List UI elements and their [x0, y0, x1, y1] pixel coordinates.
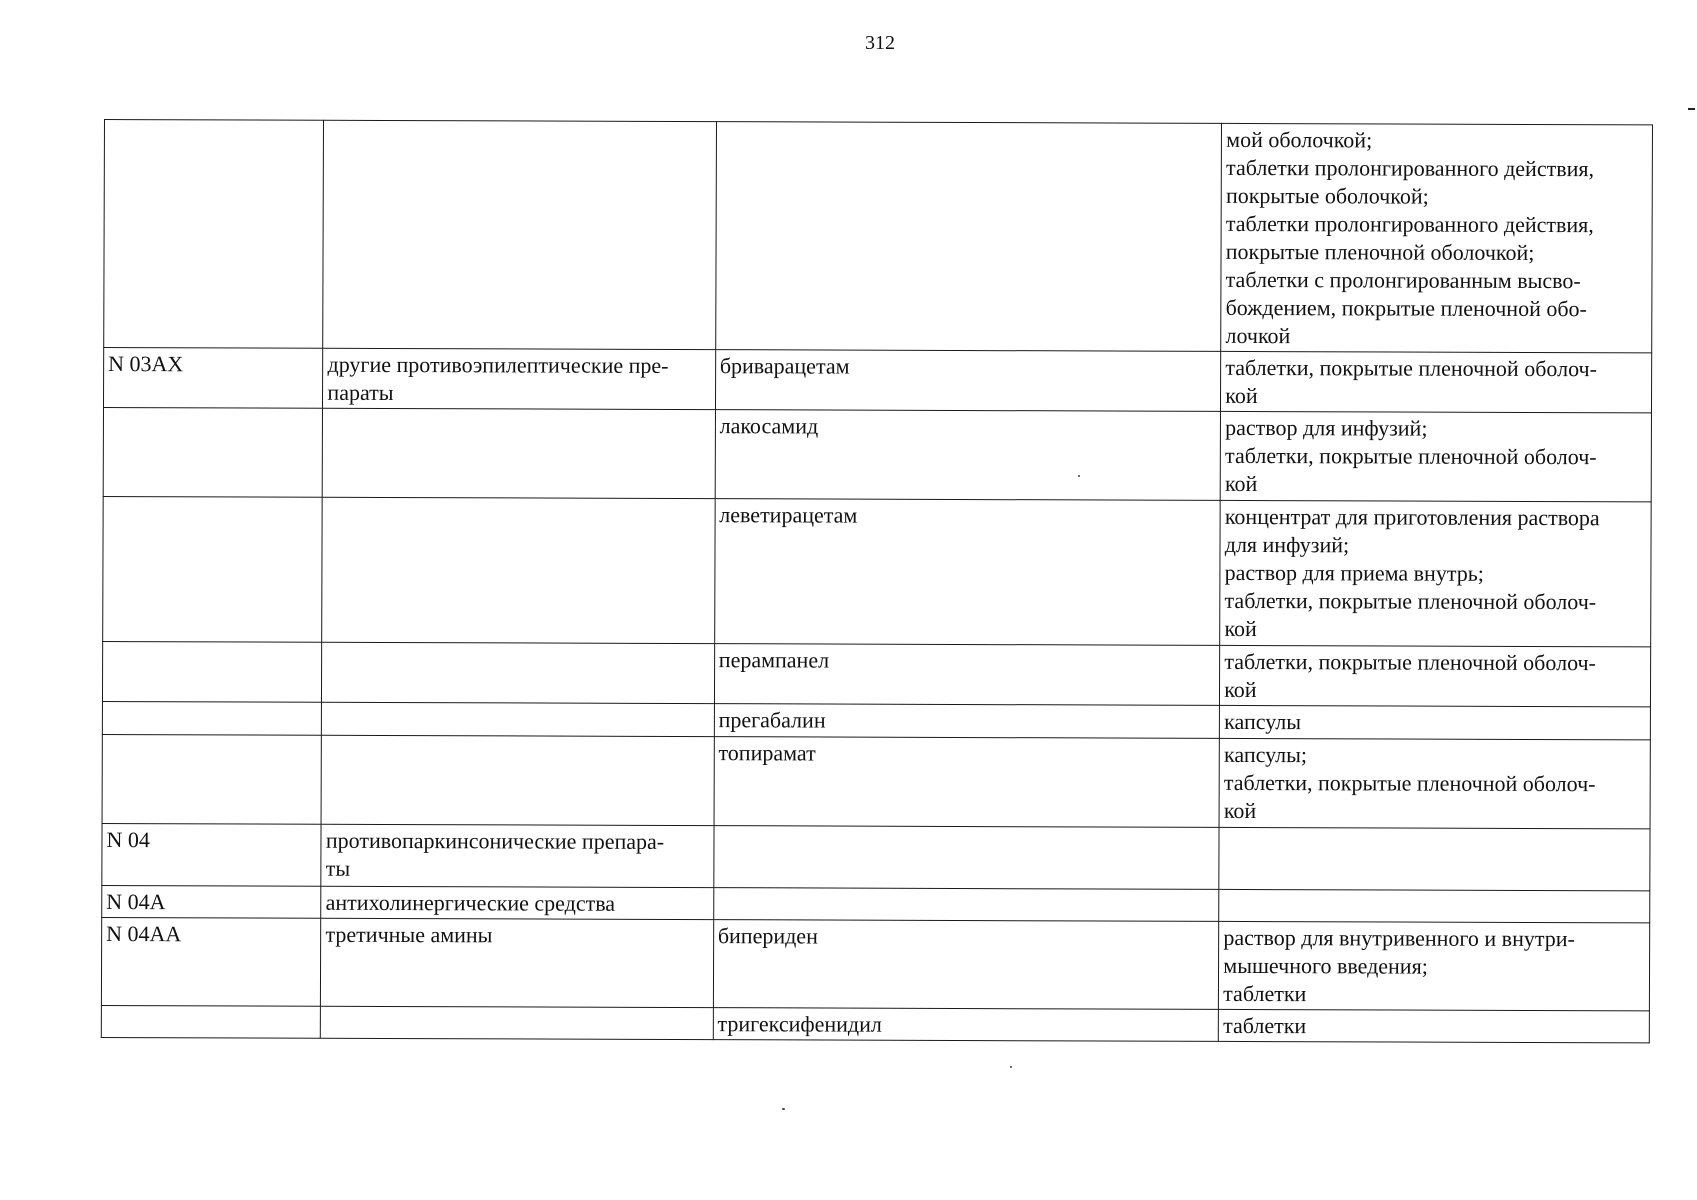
- dosage-form-cell: мой оболочкой; таблетки пролонгированного действия, покрытые оболочкой; таблетки пролонгированного действия, покрытые пленочной оболочкой; таблетки с пролонгированным высво- бождением, покрытые пленочной обо- лочкой: [1221, 123, 1653, 353]
- dosage-form-cell: таблетки, покрытые пленочной оболоч- кой: [1220, 645, 1651, 707]
- drug-name-cell: леветирацетам: [714, 499, 1220, 646]
- table-row: [104, 120, 1653, 353]
- group-cell: другие противоэпилептические пре- параты: [323, 348, 716, 409]
- group-cell: [322, 642, 715, 703]
- drug-name-cell: бриварацетам: [715, 350, 1221, 412]
- dosage-form-cell: капсулы; таблетки, покрытые пленочной оболоч- кой: [1219, 738, 1650, 829]
- table-row: [103, 496, 1651, 646]
- dosage-form-cell: таблетки, покрытые пленочной оболоч- кой: [1221, 351, 1652, 413]
- group-cell: антихолинергические средства: [321, 886, 713, 919]
- atc-code-cell: N 04: [102, 823, 322, 886]
- drug-table: [101, 119, 1653, 1043]
- group-cell: [322, 497, 715, 643]
- scan-speck: [1010, 1066, 1012, 1068]
- dosage-form-cell: раствор для внутривенного и внутри- мышечного введения; таблетки: [1219, 921, 1650, 1011]
- drug-name-cell: [715, 122, 1221, 352]
- table-row: [102, 734, 1650, 828]
- group-cell: [321, 1006, 713, 1039]
- table-row: [101, 917, 1649, 1010]
- atc-code-cell: N 03AX: [103, 348, 323, 409]
- group-cell: [321, 735, 714, 825]
- atc-code-cell: [102, 701, 322, 735]
- table-row: [103, 408, 1651, 502]
- drug-name-cell: прегабалин: [714, 704, 1220, 739]
- table-row: [102, 823, 1650, 890]
- group-cell: [322, 702, 714, 736]
- drug-name-cell: топирамат: [714, 737, 1220, 828]
- drug-name-cell: перампанел: [714, 644, 1220, 706]
- atc-code-cell: N 04A: [102, 885, 322, 918]
- drug-name-cell: лакосамид: [715, 410, 1221, 501]
- atc-code-cell: N 04AA: [101, 917, 321, 1006]
- dosage-form-cell: капсулы: [1220, 705, 1651, 740]
- atc-code-cell: [104, 120, 324, 349]
- atc-code-cell: [102, 641, 322, 702]
- page-number: 312: [865, 32, 895, 54]
- atc-code-cell: [102, 734, 322, 824]
- table-row: [102, 885, 1650, 922]
- table-row: [102, 641, 1650, 706]
- dosage-form-cell: [1219, 889, 1650, 923]
- atc-code-cell: [103, 408, 323, 498]
- dosage-form-cell: раствор для инфузий; таблетки, покрытые пленочной оболоч- кой: [1220, 411, 1651, 502]
- drug-name-cell: [713, 888, 1219, 922]
- group-cell: третичные амины: [321, 918, 714, 1007]
- group-cell: противопаркинсонические препара- ты: [321, 824, 714, 887]
- table-row: [103, 348, 1651, 413]
- atc-code-cell: [101, 1005, 321, 1038]
- drug-name-cell: тригексифенидил: [713, 1008, 1219, 1042]
- scan-speck: [1078, 475, 1080, 477]
- dosage-form-cell: [1219, 827, 1650, 891]
- scan-mark: [1688, 108, 1695, 110]
- drug-name-cell: [714, 826, 1220, 890]
- table-row: [101, 1005, 1649, 1042]
- drug-name-cell: бипериден: [713, 920, 1219, 1010]
- dosage-form-cell: таблетки: [1219, 1009, 1650, 1043]
- scan-speck: [782, 1108, 785, 1110]
- atc-code-cell: [103, 496, 323, 642]
- group-cell: [323, 408, 716, 498]
- dosage-form-cell: концентрат для приготовления раствора для инфузий; раствор для приема внутрь; таблетки, покрытые пленочной оболоч- кой: [1220, 500, 1651, 647]
- group-cell: [323, 120, 716, 349]
- table-row: [102, 701, 1650, 739]
